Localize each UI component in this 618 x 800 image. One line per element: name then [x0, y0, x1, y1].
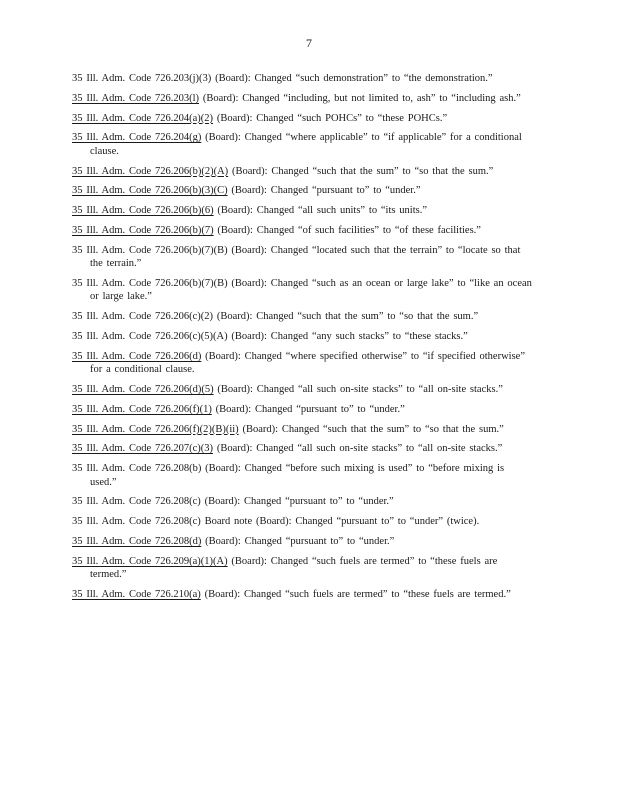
entry-change-text: (Board): Changed “such that the sum” to “so that the sum.” [238, 423, 504, 435]
amendment-entry [72, 350, 534, 377]
entry-change-text: (Board): Changed “any such stacks” to “these stacks.” [227, 330, 468, 342]
amendment-entry [72, 515, 534, 528]
page-number: 7 [306, 36, 312, 50]
entry-citation: 35 Ill. Adm. Code 726.210(a) [72, 588, 201, 600]
entry-citation: 35 Ill. Adm. Code 726.206(b)(2)(A) [72, 165, 229, 177]
entry-change-text: (Board): Changed “such fuels are termed” to “these fuels are termed.” [90, 555, 498, 581]
entry-citation: 35 Ill. Adm. Code 726.203(j)(3) [72, 73, 212, 84]
amendment-entry [72, 184, 534, 197]
entry-change-text: (Board): Changed “such demonstration” to “the demonstration.” [211, 73, 493, 84]
entry-change-text: (Board): Changed “before such mixing is used” to “before mixing is used.” [90, 463, 505, 488]
amendment-entry [72, 330, 534, 343]
amendment-entry [72, 588, 534, 601]
amendment-list [72, 72, 534, 608]
entry-change-text: (Board): Changed “pursuant to” to “under.” [200, 496, 394, 508]
entry-change-text: (Board): Changed “where applicable” to “if applicable” for a conditional clause. [90, 132, 522, 157]
amendment-entry [72, 423, 534, 436]
entry-citation: 35 Ill. Adm. Code 726.203(l) [72, 92, 200, 104]
amendment-entry [72, 224, 534, 237]
entry-citation: 35 Ill. Adm. Code 726.208(c) [72, 496, 201, 508]
amendment-entry [72, 72, 534, 85]
entry-citation: 35 Ill. Adm. Code 726.206(f)(2)(B)(ii) [72, 423, 239, 435]
entry-citation: 35 Ill. Adm. Code 726.206(c)(2) [72, 311, 213, 323]
entry-citation: 35 Ill. Adm. Code 726.207(c)(3) [72, 443, 213, 455]
entry-change-text: (Board): Changed “including, but not limited to, ash” to “including ash.” [199, 92, 521, 104]
entry-change-text: (Board): Changed “such POHCs” to “these POHCs.” [213, 112, 448, 124]
entry-change-text: (Board): Changed “such that the sum” to “so that the sum.” [213, 311, 479, 323]
amendment-entry [72, 165, 534, 178]
entry-citation: 35 Ill. Adm. Code 726.208(c) [72, 516, 201, 528]
entry-citation: 35 Ill. Adm. Code 726.206(c)(5)(A) [72, 330, 228, 342]
amendment-entry [72, 310, 534, 323]
entry-change-text: Board note (Board): Changed “pursuant to” to “under” (twice). [200, 516, 480, 528]
entry-citation: 35 Ill. Adm. Code 726.206(b)(7)(B) [72, 244, 228, 256]
entry-change-text: (Board): Changed “such as an ocean or large lake” to “like an ocean or large lake.” [90, 277, 532, 303]
entry-change-text: (Board): Changed “such that the sum” to “so that the sum.” [228, 165, 494, 177]
entry-change-text: (Board): Changed “of such facilities” to “of these facilities.” [213, 224, 481, 236]
amendment-entry [72, 112, 534, 125]
amendment-entry [72, 92, 534, 105]
entry-change-text: (Board): Changed “located such that the terrain” to “locate so that the terrain.” [90, 244, 521, 270]
entry-change-text: (Board): Changed “such fuels are termed” to “these fuels are termed.” [200, 588, 511, 600]
entry-change-text: (Board): Changed “pursuant to” to “under.” [201, 535, 395, 547]
entry-citation: 35 Ill. Adm. Code 726.206(b)(7)(B) [72, 277, 228, 289]
amendment-entry [72, 277, 534, 304]
amendment-entry [72, 555, 534, 582]
entry-change-text: (Board): Changed “where specified otherwise” to “if specified otherwise” for a conditional clause. [90, 350, 525, 376]
entry-citation: 35 Ill. Adm. Code 726.206(b)(6) [72, 205, 214, 217]
amendment-entry [72, 403, 534, 416]
entry-change-text: (Board): Changed “pursuant to” to “under.” [211, 403, 405, 415]
amendment-entry [72, 244, 534, 271]
amendment-entry [72, 495, 534, 508]
amendment-entry [72, 535, 534, 548]
entry-citation: 35 Ill. Adm. Code 726.206(b)(3)(C) [72, 185, 228, 197]
amendment-entry [72, 383, 534, 396]
entry-change-text: (Board): Changed “pursuant to” to “under.” [227, 185, 421, 197]
entry-citation: 35 Ill. Adm. Code 726.209(a)(1)(A) [72, 555, 228, 567]
entry-citation: 35 Ill. Adm. Code 726.208(d) [72, 535, 202, 547]
entry-citation: 35 Ill. Adm. Code 726.206(d)(5) [72, 383, 214, 395]
entry-citation: 35 Ill. Adm. Code 726.204(a)(2) [72, 112, 213, 124]
entry-citation: 35 Ill. Adm. Code 726.208(b) [72, 463, 202, 475]
amendment-entry [72, 204, 534, 217]
entry-citation: 35 Ill. Adm. Code 726.204(g) [72, 132, 202, 144]
amendment-entry [72, 442, 534, 455]
amendment-entry [72, 131, 534, 158]
entry-citation: 35 Ill. Adm. Code 726.206(b)(7) [72, 224, 214, 236]
entry-change-text: (Board): Changed “all such units” to “its units.” [213, 205, 428, 217]
entry-change-text: (Board): Changed “all such on-site stacks” to “all on-site stacks.” [213, 383, 503, 395]
entry-citation: 35 Ill. Adm. Code 726.206(d) [72, 350, 202, 362]
entry-change-text: (Board): Changed “all such on-site stacks” to “all on-site stacks.” [213, 443, 503, 455]
entry-citation: 35 Ill. Adm. Code 726.206(f)(1) [72, 403, 212, 415]
amendment-entry [72, 462, 534, 489]
